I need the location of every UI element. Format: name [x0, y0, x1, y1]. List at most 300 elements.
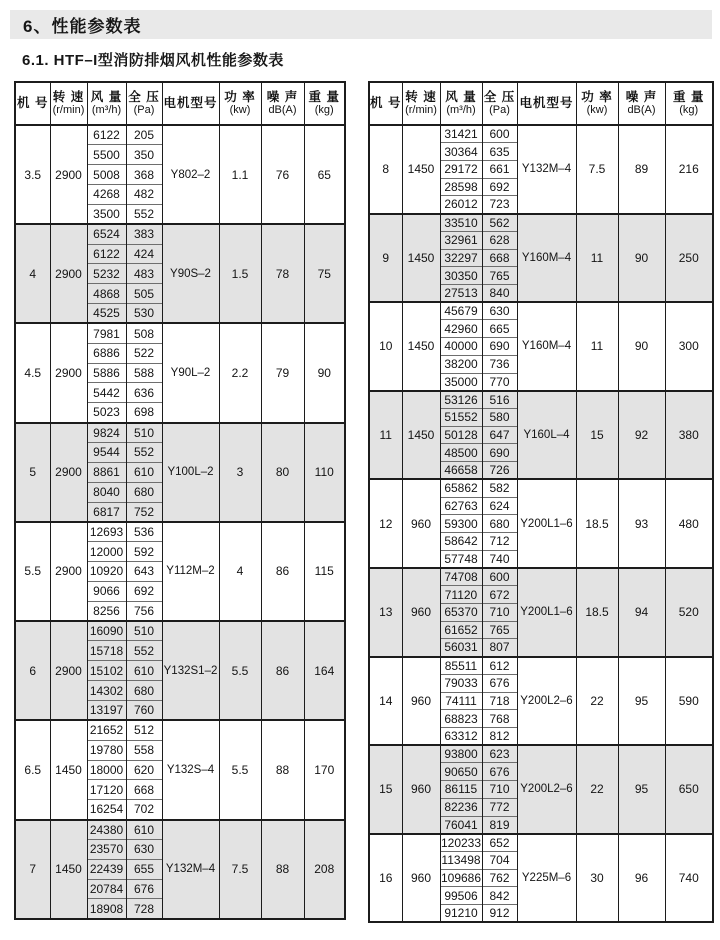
cell-model-no: 16	[369, 834, 402, 923]
cell-speed: 1450	[50, 820, 87, 919]
cell-airflow: 42960	[440, 320, 482, 338]
cell-model-no: 6.5	[15, 720, 50, 819]
cell-airflow: 33510	[440, 214, 482, 232]
cell-motor-model: Y200L2–6	[517, 745, 576, 834]
cell-weight: 110	[304, 423, 345, 522]
cell-noise: 80	[261, 423, 304, 522]
cell-airflow: 16254	[87, 800, 126, 820]
cell-model-no: 12	[369, 479, 402, 568]
cell-airflow: 6886	[87, 343, 126, 363]
cell-pressure: 552	[126, 204, 162, 224]
table-body-left	[15, 125, 345, 919]
cell-pressure: 510	[126, 423, 162, 443]
cell-pressure: 736	[482, 355, 517, 373]
cell-speed: 2900	[50, 522, 87, 621]
cell-airflow: 9544	[87, 443, 126, 463]
cell-pressure: 770	[482, 373, 517, 391]
column-header-unit: (kg)	[314, 104, 334, 117]
cell-pressure: 630	[126, 839, 162, 859]
cell-pressure: 630	[482, 302, 517, 320]
cell-power: 7.5	[576, 125, 618, 214]
column-header-label: 重 量	[673, 89, 705, 104]
cell-pressure: 772	[482, 798, 517, 816]
column-header	[261, 82, 304, 125]
cell-airflow: 62763	[440, 497, 482, 515]
cell-motor-model: Y225M–6	[517, 834, 576, 923]
cell-airflow: 24380	[87, 820, 126, 840]
cell-pressure: 647	[482, 426, 517, 444]
cell-weight: 650	[665, 745, 713, 834]
cell-airflow: 18000	[87, 760, 126, 780]
cell-pressure: 690	[482, 338, 517, 356]
cell-motor-model: Y112M–2	[162, 522, 219, 621]
table-row	[15, 423, 345, 443]
cell-motor-model: Y100L–2	[162, 423, 219, 522]
column-header-label: 转 速	[52, 89, 85, 104]
cell-motor-model: Y132S1–2	[162, 621, 219, 720]
cell-weight: 115	[304, 522, 345, 621]
cell-pressure: 762	[482, 869, 517, 887]
document-page	[0, 10, 720, 940]
cell-airflow: 53126	[440, 391, 482, 409]
cell-airflow: 3500	[87, 204, 126, 224]
cell-airflow: 109686	[440, 871, 482, 886]
cell-airflow: 20784	[87, 879, 126, 899]
cell-speed: 2900	[50, 125, 87, 224]
column-header	[517, 82, 576, 125]
cell-airflow: 5500	[87, 145, 126, 165]
table-body-right	[369, 125, 713, 922]
cell-weight: 590	[665, 657, 713, 746]
cell-airflow: 68823	[440, 710, 482, 728]
column-header	[440, 82, 482, 125]
table-row	[15, 720, 345, 740]
cell-motor-model: Y160L–4	[517, 391, 576, 480]
table-row	[15, 820, 345, 840]
column-header-label: 风 量	[445, 89, 477, 104]
cell-model-no: 11	[369, 391, 402, 480]
cell-weight: 164	[304, 621, 345, 720]
cell-noise: 96	[618, 834, 665, 923]
cell-pressure: 702	[126, 800, 162, 820]
cell-power: 18.5	[576, 479, 618, 568]
column-header-label: 电机型号	[519, 96, 574, 111]
column-header-label: 噪 声	[266, 89, 299, 104]
cell-noise: 90	[618, 214, 665, 303]
cell-pressure: 623	[482, 745, 517, 763]
cell-pressure: 612	[482, 657, 517, 675]
cell-airflow: 27513	[440, 284, 482, 302]
cell-pressure: 368	[126, 165, 162, 185]
cell-airflow: 15102	[87, 661, 126, 681]
cell-airflow: 9824	[87, 423, 126, 443]
cell-airflow: 76041	[440, 816, 482, 834]
cell-power: 3	[219, 423, 261, 522]
cell-power: 5.5	[219, 621, 261, 720]
cell-pressure: 668	[482, 249, 517, 267]
cell-pressure: 350	[126, 145, 162, 165]
cell-pressure: 530	[126, 304, 162, 324]
cell-model-no: 14	[369, 657, 402, 746]
cell-airflow: 40000	[440, 338, 482, 356]
cell-pressure: 624	[482, 497, 517, 515]
column-header-unit: (kg)	[679, 104, 699, 117]
column-header	[665, 82, 713, 125]
cell-pressure: 205	[126, 125, 162, 145]
column-header	[304, 82, 345, 125]
cell-airflow: 90650	[440, 763, 482, 781]
cell-airflow: 86115	[440, 781, 482, 799]
cell-pressure: 383	[126, 224, 162, 244]
cell-speed: 1450	[402, 302, 440, 391]
cell-motor-model: Y132M–4	[517, 125, 576, 214]
cell-airflow: 38200	[440, 355, 482, 373]
cell-pressure: 710	[482, 781, 517, 799]
table-row	[15, 224, 345, 244]
cell-pressure: 655	[126, 859, 162, 879]
cell-airflow: 82236	[440, 798, 482, 816]
cell-weight: 170	[304, 720, 345, 819]
column-header-unit: (m³/h)	[446, 104, 476, 117]
cell-speed: 960	[402, 479, 440, 568]
table-row	[15, 621, 345, 641]
cell-noise: 89	[618, 125, 665, 214]
cell-airflow: 58642	[440, 533, 482, 551]
cell-model-no: 15	[369, 745, 402, 834]
cell-motor-model: Y802–2	[162, 125, 219, 224]
cell-airflow: 74708	[440, 568, 482, 586]
cell-noise: 88	[261, 720, 304, 819]
cell-pressure: 588	[126, 363, 162, 383]
cell-power: 30	[576, 834, 618, 923]
cell-airflow: 7981	[87, 323, 126, 343]
cell-pressure: 628	[482, 231, 517, 249]
cell-airflow: 16090	[87, 621, 126, 641]
cell-pressure: 676	[482, 763, 517, 781]
column-header	[482, 82, 517, 125]
cell-speed: 960	[402, 568, 440, 657]
column-header-label: 机 号	[17, 96, 49, 111]
cell-pressure: 718	[482, 692, 517, 710]
cell-speed: 1450	[402, 125, 440, 214]
cell-airflow: 28598	[440, 178, 482, 196]
cell-power: 22	[576, 657, 618, 746]
column-header	[50, 82, 87, 125]
table-row	[369, 834, 713, 852]
cell-model-no: 10	[369, 302, 402, 391]
cell-speed: 960	[402, 745, 440, 834]
cell-weight: 90	[304, 323, 345, 422]
cell-airflow: 9066	[87, 581, 126, 601]
cell-pressure: 505	[126, 284, 162, 304]
cell-motor-model: Y160M–4	[517, 214, 576, 303]
cell-airflow: 45679	[440, 302, 482, 320]
cell-power: 18.5	[576, 568, 618, 657]
column-header-label: 噪 声	[625, 89, 658, 104]
cell-airflow: 6122	[87, 244, 126, 264]
cell-pressure: 610	[126, 462, 162, 482]
cell-model-no: 5	[15, 423, 50, 522]
cell-airflow: 120233	[440, 834, 482, 852]
cell-airflow: 56031	[440, 639, 482, 657]
table-row	[15, 125, 345, 145]
cell-pressure: 726	[482, 462, 517, 480]
cell-airflow: 65862	[440, 479, 482, 497]
cell-airflow: 59300	[440, 515, 482, 533]
cell-noise: 78	[261, 224, 304, 323]
cell-airflow: 10920	[87, 562, 126, 582]
column-header	[219, 82, 261, 125]
cell-power: 11	[576, 302, 618, 391]
cell-model-no: 13	[369, 568, 402, 657]
cell-pressure: 728	[126, 899, 162, 919]
cell-airflow: 31421	[440, 125, 482, 143]
column-header-label: 电机型号	[163, 96, 218, 111]
cell-pressure: 698	[126, 403, 162, 423]
cell-model-no: 4	[15, 224, 50, 323]
cell-pressure: 692	[126, 581, 162, 601]
cell-model-no: 3.5	[15, 125, 50, 224]
cell-weight: 208	[304, 820, 345, 919]
cell-airflow: 19780	[87, 740, 126, 760]
cell-weight: 65	[304, 125, 345, 224]
cell-airflow: 30364	[440, 143, 482, 161]
cell-airflow: 5008	[87, 165, 126, 185]
cell-noise: 90	[618, 302, 665, 391]
cell-pressure: 710	[482, 603, 517, 621]
cell-pressure: 723	[482, 196, 517, 214]
table-row	[369, 214, 713, 232]
cell-model-no: 7	[15, 820, 50, 919]
column-header-label: 转 速	[405, 89, 437, 104]
column-header	[87, 82, 126, 125]
cell-pressure: 680	[126, 482, 162, 502]
cell-pressure: 765	[482, 621, 517, 639]
column-header-unit: (r/min)	[405, 104, 437, 117]
cell-airflow: 4868	[87, 284, 126, 304]
cell-model-no: 8	[369, 125, 402, 214]
cell-motor-model: Y90S–2	[162, 224, 219, 323]
cell-airflow: 61652	[440, 621, 482, 639]
cell-pressure: 580	[482, 409, 517, 427]
cell-pressure: 512	[126, 720, 162, 740]
cell-pressure: 552	[126, 443, 162, 463]
cell-airflow: 8256	[87, 601, 126, 621]
cell-model-no: 9	[369, 214, 402, 303]
table-row	[369, 125, 713, 143]
cell-pressure: 690	[482, 444, 517, 462]
column-header-unit: (r/min)	[52, 104, 85, 117]
table-row	[369, 302, 713, 320]
cell-noise: 88	[261, 820, 304, 919]
cell-noise: 95	[618, 745, 665, 834]
cell-airflow: 71120	[440, 586, 482, 604]
cell-speed: 2900	[50, 423, 87, 522]
cell-weight: 216	[665, 125, 713, 214]
column-header-unit: (Pa)	[133, 104, 155, 117]
cell-airflow: 12693	[87, 522, 126, 542]
cell-pressure: 600	[482, 125, 517, 143]
column-header-unit: dB(A)	[627, 104, 656, 117]
cell-power: 5.5	[219, 720, 261, 819]
cell-noise: 76	[261, 125, 304, 224]
cell-pressure: 812	[482, 727, 517, 745]
cell-pressure: 610	[126, 820, 162, 840]
cell-pressure: 752	[126, 502, 162, 522]
cell-noise: 86	[261, 522, 304, 621]
cell-power: 11	[576, 214, 618, 303]
cell-airflow: 51552	[440, 409, 482, 427]
column-header-label: 功 率	[581, 89, 613, 104]
cell-airflow: 17120	[87, 780, 126, 800]
table-header-left	[15, 82, 345, 125]
cell-motor-model: Y90L–2	[162, 323, 219, 422]
column-header-unit: (Pa)	[489, 104, 510, 117]
cell-airflow: 23570	[87, 839, 126, 859]
cell-power: 2.2	[219, 323, 261, 422]
cell-pressure: 807	[482, 639, 517, 657]
cell-power: 22	[576, 745, 618, 834]
cell-airflow: 15718	[87, 641, 126, 661]
cell-airflow: 6817	[87, 502, 126, 522]
section-title-bar	[10, 10, 712, 39]
cell-pressure: 819	[482, 816, 517, 834]
cell-airflow: 32961	[440, 231, 482, 249]
cell-pressure: 600	[482, 568, 517, 586]
column-header-unit: (kw)	[586, 104, 608, 117]
cell-airflow: 65370	[440, 603, 482, 621]
table-row	[15, 522, 345, 542]
cell-weight: 75	[304, 224, 345, 323]
cell-airflow: 13197	[87, 700, 126, 720]
cell-power: 7.5	[219, 820, 261, 919]
cell-motor-model: Y132M–4	[162, 820, 219, 919]
cell-noise: 94	[618, 568, 665, 657]
cell-airflow: 8040	[87, 482, 126, 502]
cell-pressure: 522	[126, 343, 162, 363]
cell-pressure: 704	[482, 851, 517, 869]
cell-pressure: 676	[126, 879, 162, 899]
cell-airflow: 26012	[440, 196, 482, 214]
cell-pressure: 840	[482, 284, 517, 302]
cell-power: 1.5	[219, 224, 261, 323]
cell-airflow: 50128	[440, 426, 482, 444]
cell-airflow: 74111	[440, 692, 482, 710]
column-header	[162, 82, 219, 125]
cell-airflow: 30350	[440, 267, 482, 285]
column-header-label: 全 压	[483, 89, 516, 104]
header-row	[15, 82, 345, 125]
cell-pressure: 760	[126, 700, 162, 720]
table-row	[15, 323, 345, 343]
table-row	[369, 657, 713, 675]
cell-pressure: 712	[482, 533, 517, 551]
cell-airflow: 4525	[87, 304, 126, 324]
cell-motor-model: Y160M–4	[517, 302, 576, 391]
column-header	[369, 82, 402, 125]
cell-speed: 2900	[50, 323, 87, 422]
cell-weight: 480	[665, 479, 713, 568]
cell-airflow: 18908	[87, 899, 126, 919]
cell-pressure: 672	[482, 586, 517, 604]
cell-pressure: 692	[482, 178, 517, 196]
cell-pressure: 652	[482, 834, 517, 852]
tables-container	[14, 81, 720, 923]
cell-weight: 250	[665, 214, 713, 303]
cell-motor-model: Y132S–4	[162, 720, 219, 819]
cell-pressure: 676	[482, 674, 517, 692]
cell-power: 15	[576, 391, 618, 480]
cell-pressure: 680	[126, 681, 162, 701]
cell-pressure: 740	[482, 550, 517, 568]
cell-airflow: 91210	[440, 905, 482, 923]
cell-weight: 740	[665, 834, 713, 923]
column-header-unit: (kw)	[229, 104, 251, 117]
cell-pressure: 768	[482, 710, 517, 728]
cell-pressure: 592	[126, 542, 162, 562]
table-header-right	[369, 82, 713, 125]
cell-airflow: 22439	[87, 859, 126, 879]
table-row	[369, 391, 713, 409]
cell-speed: 1450	[50, 720, 87, 819]
cell-pressure: 558	[126, 740, 162, 760]
cell-pressure: 912	[482, 905, 517, 923]
cell-noise: 79	[261, 323, 304, 422]
cell-airflow: 57748	[440, 550, 482, 568]
column-header-label: 风 量	[90, 89, 123, 104]
cell-airflow: 4268	[87, 185, 126, 205]
column-header	[402, 82, 440, 125]
cell-weight: 300	[665, 302, 713, 391]
cell-model-no: 5.5	[15, 522, 50, 621]
cell-speed: 960	[402, 657, 440, 746]
cell-airflow: 85511	[440, 657, 482, 675]
table-row	[369, 568, 713, 586]
cell-airflow: 14302	[87, 681, 126, 701]
cell-pressure: 610	[126, 661, 162, 681]
column-header-label: 重 量	[308, 89, 340, 104]
cell-pressure: 482	[126, 185, 162, 205]
cell-pressure: 552	[126, 641, 162, 661]
cell-pressure: 424	[126, 244, 162, 264]
cell-airflow: 8861	[87, 462, 126, 482]
cell-pressure: 756	[126, 601, 162, 621]
cell-pressure: 636	[126, 383, 162, 403]
cell-airflow: 79033	[440, 674, 482, 692]
cell-pressure: 562	[482, 214, 517, 232]
cell-speed: 1450	[402, 391, 440, 480]
cell-motor-model: Y200L1–6	[517, 479, 576, 568]
cell-motor-model: Y200L2–6	[517, 657, 576, 746]
cell-pressure: 842	[482, 887, 517, 905]
cell-pressure: 643	[126, 562, 162, 582]
column-header-unit: (m³/h)	[91, 104, 122, 117]
table-row	[369, 479, 713, 497]
cell-airflow: 113498	[441, 853, 481, 868]
cell-airflow: 63312	[440, 727, 482, 745]
cell-airflow: 6122	[87, 125, 126, 145]
cell-weight: 380	[665, 391, 713, 480]
subsection-title: 6.1. HTF–I型消防排烟风机性能参数表	[22, 52, 284, 69]
column-header-label: 机 号	[370, 96, 402, 111]
column-header	[15, 82, 50, 125]
cell-pressure: 516	[482, 391, 517, 409]
cell-noise: 95	[618, 657, 665, 746]
column-header	[618, 82, 665, 125]
header-row	[369, 82, 713, 125]
cell-airflow: 29172	[440, 160, 482, 178]
cell-weight: 520	[665, 568, 713, 657]
